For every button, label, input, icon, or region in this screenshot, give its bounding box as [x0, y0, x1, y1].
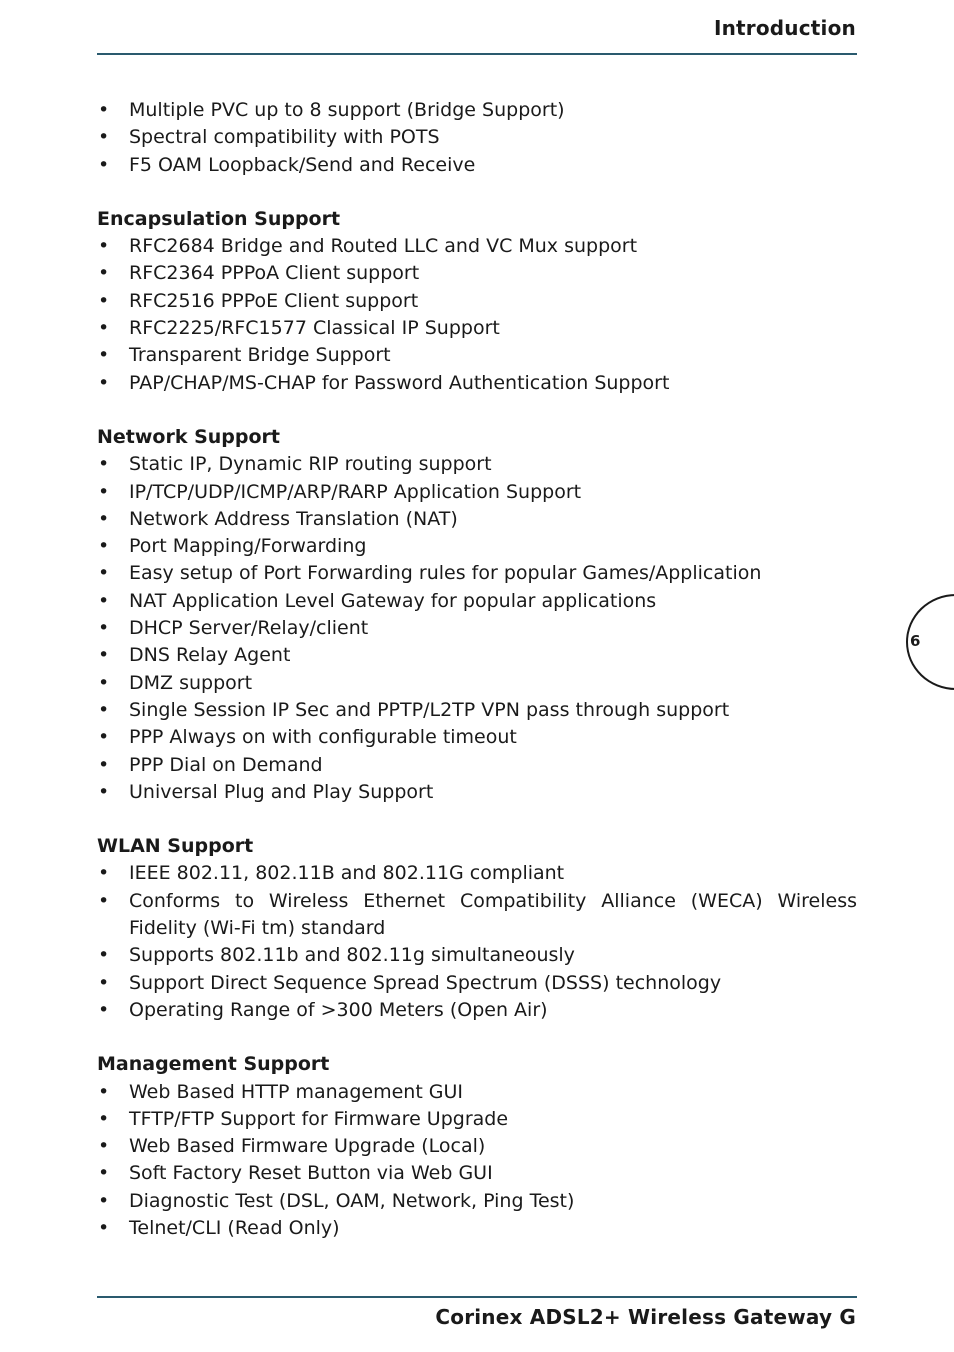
bullet-icon: • [98, 671, 110, 694]
section-heading: Network Support [97, 425, 281, 448]
bullet-icon: • [98, 889, 110, 912]
list-item-text: Static IP, Dynamic RIP routing support [129, 453, 492, 476]
list-item [97, 888, 857, 943]
list-item [97, 560, 857, 587]
bullet-icon: • [98, 644, 110, 667]
page-header-title: Introduction [713, 16, 856, 40]
bullet-icon: • [98, 453, 110, 476]
feature-list [97, 233, 857, 397]
bullet-icon: • [98, 344, 110, 367]
list-item-text: IP/TCP/UDP/ICMP/ARP/RARP Application Support [129, 480, 582, 503]
bullet-icon: • [98, 589, 110, 612]
feature-list [97, 860, 857, 1024]
list-item [97, 1106, 857, 1133]
bullet-icon: • [98, 780, 110, 803]
list-item-text: Port Mapping/Forwarding [129, 535, 367, 558]
list-item [97, 260, 857, 287]
list-item [97, 779, 857, 806]
feature-list [97, 451, 857, 806]
list-item [97, 1079, 857, 1106]
list-item [97, 97, 857, 124]
bullet-icon: • [98, 1107, 110, 1130]
bullet-icon: • [98, 1162, 110, 1185]
bullet-icon: • [98, 862, 110, 885]
bullet-icon: • [98, 126, 110, 149]
list-item [97, 288, 857, 315]
bullet-icon: • [98, 753, 110, 776]
bullet-icon: • [98, 562, 110, 585]
list-item-text: Web Based Firmware Upgrade (Local) [129, 1135, 486, 1158]
bullet-icon: • [98, 726, 110, 749]
bullet-icon: • [98, 1189, 110, 1212]
list-item [97, 997, 857, 1024]
list-item-text: Transparent Bridge Support [129, 344, 391, 367]
feature-section [97, 833, 857, 1024]
list-item [97, 479, 857, 506]
list-item [97, 1215, 857, 1242]
bullet-icon: • [98, 289, 110, 312]
list-item [97, 506, 857, 533]
list-item [97, 533, 857, 560]
list-item-text: PPP Dial on Demand [129, 753, 323, 776]
bullet-icon: • [98, 262, 110, 285]
list-item-text: DMZ support [129, 671, 253, 694]
list-item [97, 451, 857, 478]
bullet-icon: • [98, 507, 110, 530]
list-item [97, 588, 857, 615]
list-item [97, 697, 857, 724]
list-item-text: Soft Factory Reset Button via Web GUI [129, 1162, 493, 1185]
list-item-text: Easy setup of Port Forwarding rules for popular Games/Application [129, 562, 762, 585]
list-item [97, 124, 857, 151]
feature-section [97, 424, 857, 806]
list-item [97, 1160, 857, 1187]
feature-list [97, 97, 857, 179]
list-item-text: RFC2684 Bridge and Routed LLC and VC Mux support [129, 235, 638, 258]
list-item [97, 1133, 857, 1160]
section-heading: WLAN Support [97, 835, 254, 858]
list-item-text: Spectral compatibility with POTS [129, 126, 440, 149]
list-item-text: Web Based HTTP management GUI [129, 1080, 464, 1103]
list-item [97, 860, 857, 887]
feature-section [97, 97, 857, 179]
bullet-icon: • [98, 99, 110, 121]
bullet-icon: • [98, 480, 110, 503]
list-item-text: Diagnostic Test (DSL, OAM, Network, Ping Test) [129, 1189, 575, 1212]
bullet-icon: • [98, 944, 110, 967]
bullet-icon: • [98, 971, 110, 994]
list-item-text: PAP/CHAP/MS-CHAP for Password Authentication Support [129, 371, 670, 394]
section-heading: Management Support [97, 1053, 330, 1076]
list-item [97, 970, 857, 997]
list-item-text: Universal Plug and Play Support [129, 780, 434, 803]
page-footer-title: Corinex ADSL2+ Wireless Gateway G [435, 1305, 856, 1329]
bullet-icon: • [98, 1080, 110, 1103]
list-item-text: Conforms to Wireless Ethernet Compatibility Alliance (WECA) Wireless Fidelity (Wi-Fi tm) standard [129, 889, 857, 940]
list-item-text: Supports 802.11b and 802.11g simultaneously [129, 944, 575, 967]
bullet-icon: • [98, 235, 110, 258]
list-item-text: RFC2516 PPPoE Client support [129, 289, 419, 312]
list-item-text: DHCP Server/Relay/client [129, 617, 369, 640]
list-item-text: Single Session IP Sec and PPTP/L2TP VPN pass through support [129, 698, 730, 721]
list-item-text: PPP Always on with configurable timeout [129, 726, 517, 749]
bullet-icon: • [98, 317, 110, 340]
feature-section [97, 1051, 857, 1242]
list-item-text: F5 OAM Loopback/Send and Receive [129, 153, 476, 176]
footer-divider [97, 1296, 857, 1298]
bullet-icon: • [98, 698, 110, 721]
bullet-icon: • [98, 153, 110, 176]
section-heading: Encapsulation Support [97, 207, 341, 230]
list-item [97, 642, 857, 669]
list-item-text: RFC2364 PPPoA Client support [129, 262, 420, 285]
bullet-icon: • [98, 371, 110, 394]
list-item-text: Network Address Translation (NAT) [129, 507, 458, 530]
list-item [97, 670, 857, 697]
document-body [97, 97, 857, 1242]
list-item-text: Operating Range of >300 Meters (Open Air) [129, 998, 548, 1021]
feature-list [97, 1079, 857, 1243]
bullet-icon: • [98, 998, 110, 1021]
list-item-text: IEEE 802.11, 802.11B and 802.11G compliant [129, 862, 565, 885]
list-item-text: DNS Relay Agent [129, 644, 291, 667]
list-item [97, 370, 857, 397]
list-item [97, 152, 857, 179]
list-item-text: Multiple PVC up to 8 support (Bridge Support) [129, 99, 565, 121]
list-item [97, 752, 857, 779]
list-item-text: Telnet/CLI (Read Only) [129, 1216, 340, 1239]
list-item-text: NAT Application Level Gateway for popular applications [129, 589, 657, 612]
list-item [97, 942, 857, 969]
feature-section [97, 206, 857, 397]
bullet-icon: • [98, 1135, 110, 1158]
list-item [97, 315, 857, 342]
list-item-text: TFTP/FTP Support for Firmware Upgrade [129, 1107, 509, 1130]
list-item-text: Support Direct Sequence Spread Spectrum (DSSS) technology [129, 971, 722, 994]
list-item [97, 233, 857, 260]
bullet-icon: • [98, 617, 110, 640]
list-item [97, 724, 857, 751]
bullet-icon: • [98, 535, 110, 558]
page-number: 6 [910, 632, 921, 650]
list-item [97, 1188, 857, 1215]
bullet-icon: • [98, 1216, 110, 1239]
list-item [97, 342, 857, 369]
list-item-text: RFC2225/RFC1577 Classical IP Support [129, 317, 500, 340]
list-item [97, 615, 857, 642]
header-divider [97, 53, 857, 55]
